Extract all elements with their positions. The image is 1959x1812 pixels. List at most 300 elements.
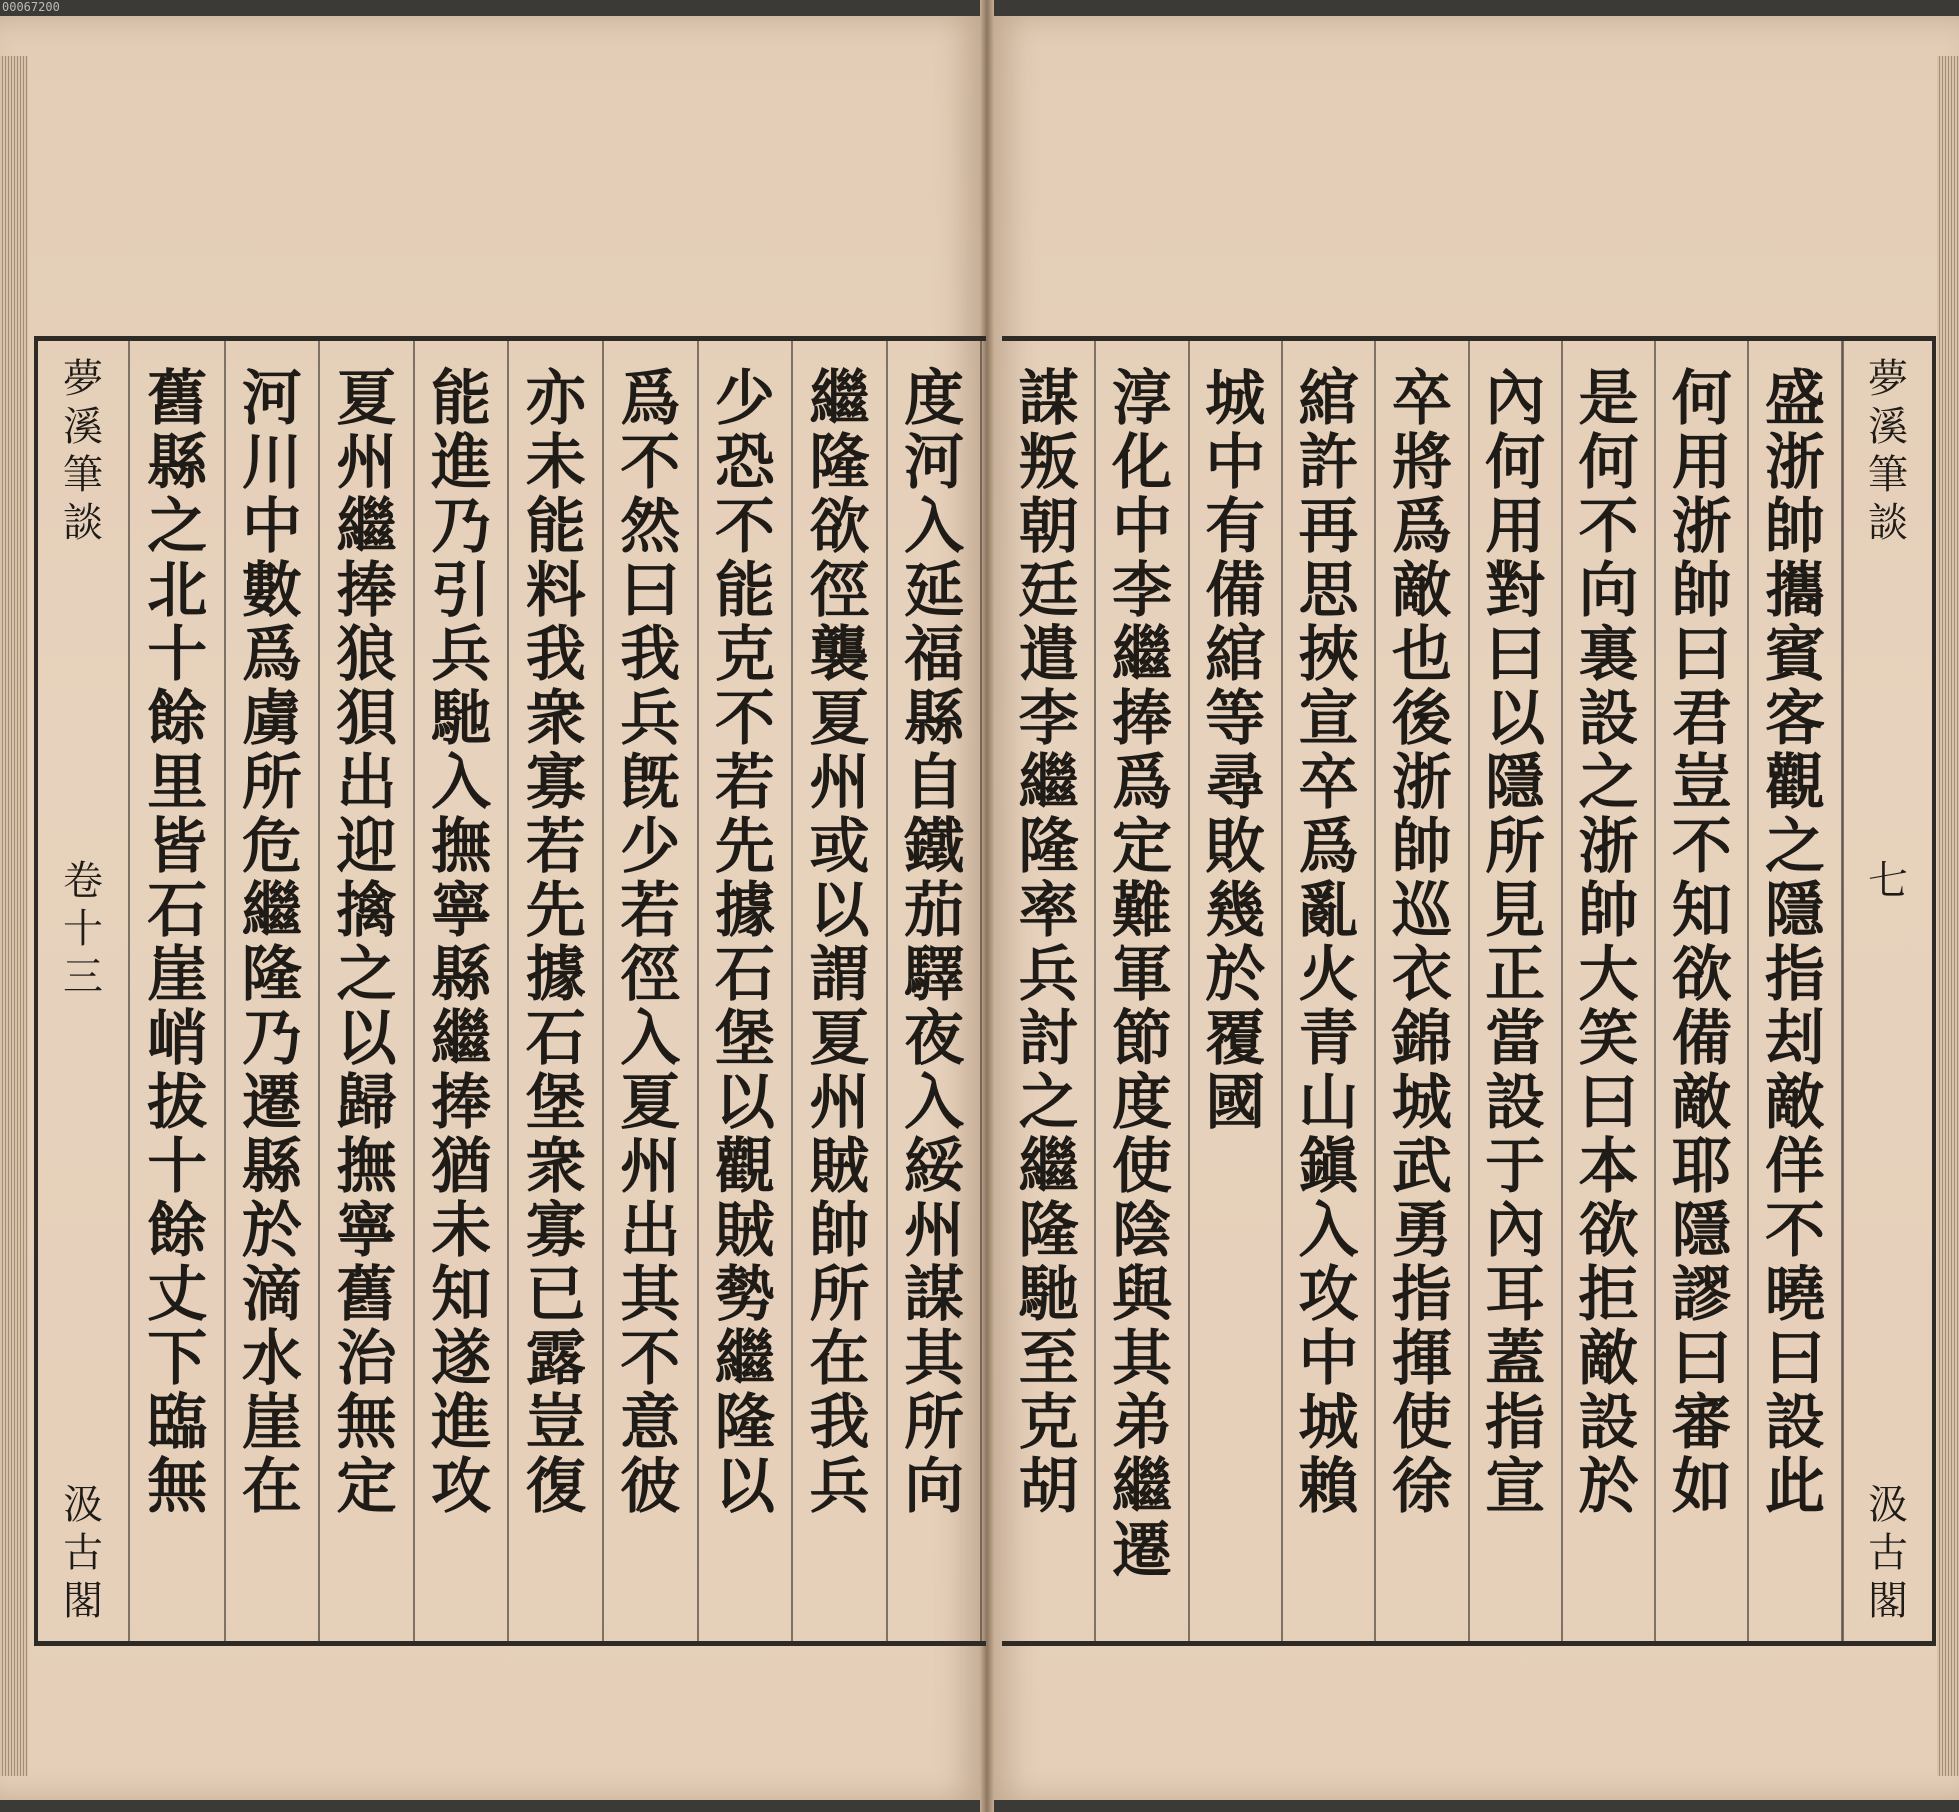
text-char: 以 (336, 1004, 397, 1074)
text-char: 入 (904, 492, 965, 562)
margin-char: 古 (63, 1530, 103, 1576)
text-column (1375, 341, 1468, 1641)
text-char: 引 (431, 556, 492, 626)
text-char: 揮 (1391, 1324, 1452, 1394)
text-char: 爲 (620, 364, 681, 434)
page-edges (0, 56, 28, 1776)
text-char: 用 (1485, 492, 1546, 562)
text-char: 恐 (714, 428, 775, 498)
text-column (698, 341, 793, 1641)
text-char: 入 (1298, 1196, 1359, 1266)
text-char: 乃 (241, 1004, 302, 1074)
text-char: 城 (1298, 1388, 1359, 1458)
text-char: 兵 (809, 1452, 870, 1522)
text-char: 河 (241, 364, 302, 434)
column-rule (413, 341, 415, 1641)
text-char: 與 (1111, 1260, 1172, 1330)
column-rule (1747, 341, 1749, 1641)
text-char: 度 (904, 364, 965, 434)
text-char: 隱 (1485, 748, 1546, 818)
text-char: 衣 (1391, 940, 1452, 1010)
column-rule (318, 341, 320, 1641)
margin-char: 三 (63, 954, 103, 1000)
text-char: 以 (809, 876, 870, 946)
text-char: 欲 (1578, 1196, 1639, 1266)
text-char: 帥 (1578, 876, 1639, 946)
text-char: 火 (1298, 940, 1359, 1010)
text-char: 繼 (809, 364, 870, 434)
text-char: 內 (1485, 1196, 1546, 1266)
text-char: 未 (525, 428, 586, 498)
text-char: 徑 (620, 940, 681, 1010)
text-char: 夜 (904, 1004, 965, 1074)
text-char: 夏 (336, 364, 397, 434)
text-char: 進 (431, 428, 492, 498)
text-char: 露 (525, 1324, 586, 1394)
text-column (603, 341, 698, 1641)
text-char: 河 (904, 428, 965, 498)
text-char: 知 (431, 1260, 492, 1330)
text-char: 若 (714, 748, 775, 818)
text-char: 遣 (1018, 620, 1079, 690)
margin-char: 閣 (1868, 1578, 1908, 1624)
text-char: 我 (525, 620, 586, 690)
text-char: 隱 (1765, 876, 1826, 946)
text-char: 隆 (241, 940, 302, 1010)
text-char: 繼 (1111, 1452, 1172, 1522)
text-char: 崖 (147, 940, 208, 1010)
text-char: 綰 (1205, 620, 1266, 690)
text-char: 舊 (336, 1260, 397, 1330)
text-char: 爲 (1391, 492, 1452, 562)
text-char: 衆 (525, 684, 586, 754)
text-char: 帥 (1765, 492, 1826, 562)
text-char: 笑 (1578, 1004, 1639, 1074)
text-char: 滴 (241, 1260, 302, 1330)
text-char: 觀 (1765, 748, 1826, 818)
text-char: 之 (1578, 748, 1639, 818)
text-char: 繼 (1111, 620, 1172, 690)
text-char: 不 (714, 492, 775, 562)
text-char: 浙 (1765, 428, 1826, 498)
text-char: 以 (714, 1068, 775, 1138)
text-char: 爲 (1298, 812, 1359, 882)
text-char: 十 (147, 620, 208, 690)
text-char: 中 (1298, 1324, 1359, 1394)
margin-char: 夢 (1868, 356, 1908, 402)
text-char: 豈 (1671, 748, 1732, 818)
text-char: 帥 (809, 1196, 870, 1266)
text-char: 浙 (1671, 492, 1732, 562)
column-rule (1094, 341, 1096, 1641)
text-char: 北 (147, 556, 208, 626)
text-char: 十 (147, 1132, 208, 1202)
text-char: 夏 (809, 684, 870, 754)
column-rule (1654, 341, 1656, 1641)
text-char: 之 (1018, 1068, 1079, 1138)
text-char: 不 (620, 428, 681, 498)
text-char: 馳 (431, 684, 492, 754)
text-char: 鐵 (904, 812, 965, 882)
text-char: 克 (1018, 1388, 1079, 1458)
text-char: 縣 (147, 428, 208, 498)
text-char: 朝 (1018, 492, 1079, 562)
margin-char: 卷 (63, 858, 103, 904)
text-char: 敵 (1671, 1068, 1732, 1138)
text-char: 謂 (809, 940, 870, 1010)
text-char: 我 (809, 1388, 870, 1458)
text-char: 復 (525, 1452, 586, 1522)
text-char: 備 (1205, 556, 1266, 626)
right-publisher-label (1868, 1482, 1908, 1629)
text-char: 石 (147, 876, 208, 946)
text-char: 觀 (714, 1132, 775, 1202)
text-char: 對 (1485, 556, 1546, 626)
margin-char: 筆 (1868, 452, 1908, 498)
text-char: 正 (1485, 940, 1546, 1010)
text-char: 錦 (1391, 1004, 1452, 1074)
text-char: 何 (1485, 428, 1546, 498)
text-char: 卒 (1391, 364, 1452, 434)
text-char: 敵 (1391, 556, 1452, 626)
text-char: 陰 (1111, 1196, 1172, 1266)
text-char: 設 (1578, 1388, 1639, 1458)
text-char: 敗 (1205, 812, 1266, 882)
text-char: 下 (147, 1324, 208, 1394)
text-char: 撫 (431, 812, 492, 882)
text-char: 撫 (336, 1132, 397, 1202)
text-char: 繼 (241, 876, 302, 946)
text-char: 於 (1578, 1452, 1639, 1522)
text-char: 虜 (241, 684, 302, 754)
text-char: 於 (241, 1196, 302, 1266)
text-char: 于 (1485, 1132, 1546, 1202)
text-column (1469, 341, 1562, 1641)
text-char: 卒 (1298, 748, 1359, 818)
text-char: 臨 (147, 1388, 208, 1458)
text-char: 馳 (1018, 1260, 1079, 1330)
text-char: 化 (1111, 428, 1172, 498)
text-char: 繼 (336, 492, 397, 562)
text-char: 縣 (431, 940, 492, 1010)
text-char: 客 (1765, 684, 1826, 754)
text-char: 武 (1391, 1132, 1452, 1202)
text-column (1002, 341, 1095, 1641)
text-char: 不 (620, 1324, 681, 1394)
text-char: 刦 (1765, 1004, 1826, 1074)
text-char: 里 (147, 748, 208, 818)
text-char: 不 (1578, 492, 1639, 562)
text-char: 裏 (1578, 620, 1639, 690)
text-char: 中 (241, 492, 302, 562)
text-column (1282, 341, 1375, 1641)
text-char: 於 (1205, 940, 1266, 1010)
text-char: 許 (1298, 428, 1359, 498)
text-char: 捧 (431, 1068, 492, 1138)
text-char: 審 (1671, 1388, 1732, 1458)
text-char: 捧 (1111, 684, 1172, 754)
text-char: 已 (525, 1260, 586, 1330)
text-char: 繼 (431, 1004, 492, 1074)
text-char: 定 (336, 1452, 397, 1522)
text-char: 無 (147, 1452, 208, 1522)
text-char: 丈 (147, 1260, 208, 1330)
text-char: 有 (1205, 492, 1266, 562)
text-char: 繼 (1018, 748, 1079, 818)
text-char: 隆 (809, 428, 870, 498)
text-char: 胡 (1018, 1452, 1079, 1522)
left-publisher-label (63, 1482, 103, 1629)
text-char: 川 (241, 428, 302, 498)
text-char: 隆 (1018, 1196, 1079, 1266)
text-char: 遷 (241, 1068, 302, 1138)
text-char: 茄 (904, 876, 965, 946)
text-char: 進 (431, 1388, 492, 1458)
column-rule (1561, 341, 1563, 1641)
margin-char: 汲 (63, 1482, 103, 1528)
text-char: 佯 (1765, 1132, 1826, 1202)
text-char: 青 (1298, 1004, 1359, 1074)
text-char: 之 (336, 940, 397, 1010)
margin-char: 筆 (63, 452, 103, 498)
margin-char: 閣 (63, 1578, 103, 1624)
text-char: 所 (904, 1388, 965, 1458)
text-char: 入 (904, 1068, 965, 1138)
text-char: 豈 (525, 1388, 586, 1458)
text-char: 挾 (1298, 620, 1359, 690)
text-char: 思 (1298, 556, 1359, 626)
text-char: 不 (1671, 812, 1732, 882)
text-char: 若 (620, 876, 681, 946)
text-char: 曰 (1765, 1324, 1826, 1394)
text-char: 中 (1111, 492, 1172, 562)
text-char: 率 (1018, 876, 1079, 946)
text-char: 寡 (525, 748, 586, 818)
text-char: 福 (904, 620, 965, 690)
text-char: 其 (904, 1324, 965, 1394)
text-char: 皆 (147, 812, 208, 882)
text-char: 出 (336, 748, 397, 818)
text-char: 州 (809, 748, 870, 818)
text-char: 徐 (1391, 1452, 1452, 1522)
text-char: 拔 (147, 1068, 208, 1138)
text-char: 敵 (1765, 1068, 1826, 1138)
text-char: 曰 (1485, 620, 1546, 690)
text-char: 向 (904, 1452, 965, 1522)
text-char: 縣 (241, 1132, 302, 1202)
text-char: 擒 (336, 876, 397, 946)
margin-char: 古 (1868, 1530, 1908, 1576)
text-char: 等 (1205, 684, 1266, 754)
text-column (1562, 341, 1655, 1641)
text-char: 指 (1765, 940, 1826, 1010)
text-column (887, 341, 982, 1641)
text-column (792, 341, 887, 1641)
text-char: 弟 (1111, 1388, 1172, 1458)
text-char: 本 (1578, 1132, 1639, 1202)
text-char: 自 (904, 748, 965, 818)
text-char: 衆 (525, 1132, 586, 1202)
text-char: 餘 (147, 684, 208, 754)
right-margin-column (1844, 341, 1932, 1641)
text-char: 襲 (809, 620, 870, 690)
text-char: 兵 (431, 620, 492, 690)
text-char: 君 (1671, 684, 1732, 754)
text-char: 隱 (1671, 1196, 1732, 1266)
margin-char: 汲 (1868, 1482, 1908, 1528)
text-char: 盛 (1765, 364, 1826, 434)
text-char: 州 (620, 1132, 681, 1202)
text-char: 隆 (714, 1388, 775, 1458)
text-char: 歸 (336, 1068, 397, 1138)
text-char: 能 (431, 364, 492, 434)
text-char: 其 (1111, 1324, 1172, 1394)
text-char: 欲 (809, 492, 870, 562)
text-char: 兵 (1018, 940, 1079, 1010)
text-char: 崖 (241, 1388, 302, 1458)
text-char: 或 (809, 812, 870, 882)
text-char: 軍 (1111, 940, 1172, 1010)
right-margin-title (1868, 341, 1908, 551)
text-char: 何 (1578, 428, 1639, 498)
text-char: 危 (241, 812, 302, 882)
column-rule (886, 341, 888, 1641)
text-char: 爲 (1111, 748, 1172, 818)
text-char: 我 (620, 620, 681, 690)
scan-id: 00067200 (2, 0, 60, 14)
text-column (1095, 341, 1188, 1641)
text-char: 也 (1391, 620, 1452, 690)
text-char: 迎 (336, 812, 397, 882)
text-char: 彼 (620, 1452, 681, 1522)
text-char: 在 (241, 1452, 302, 1522)
text-char: 如 (1671, 1452, 1732, 1522)
text-char: 指 (1485, 1388, 1546, 1458)
column-rule (791, 341, 793, 1641)
text-char: 隆 (1018, 812, 1079, 882)
text-char: 鎭 (1298, 1132, 1359, 1202)
text-char: 峭 (147, 1004, 208, 1074)
text-char: 攻 (431, 1452, 492, 1522)
text-char: 使 (1111, 1132, 1172, 1202)
text-char: 淳 (1111, 364, 1172, 434)
text-char: 堡 (525, 1068, 586, 1138)
text-char: 石 (714, 940, 775, 1010)
text-char: 內 (1485, 364, 1546, 434)
text-char: 謀 (904, 1260, 965, 1330)
text-char: 國 (1205, 1068, 1266, 1138)
text-char: 耶 (1671, 1132, 1732, 1202)
page-edges (1937, 56, 1959, 1776)
text-char: 拒 (1578, 1260, 1639, 1330)
text-char: 帥 (1391, 812, 1452, 882)
text-char: 兵 (620, 684, 681, 754)
column-rule (1374, 341, 1376, 1641)
text-char: 未 (431, 1196, 492, 1266)
right-text-frame (1002, 336, 1936, 1646)
text-char: 宣 (1485, 1452, 1546, 1522)
text-char: 水 (241, 1324, 302, 1394)
text-char: 曉 (1765, 1260, 1826, 1330)
text-char: 指 (1391, 1260, 1452, 1330)
text-char: 度 (1111, 1068, 1172, 1138)
text-char: 舊 (147, 364, 208, 434)
column-rule (224, 341, 226, 1641)
text-char: 入 (431, 748, 492, 818)
text-char: 知 (1671, 876, 1732, 946)
text-char: 李 (1018, 684, 1079, 754)
margin-char: 七 (1868, 858, 1908, 904)
text-char: 狽 (336, 684, 397, 754)
text-char: 謬 (1671, 1260, 1732, 1330)
text-char: 備 (1671, 1004, 1732, 1074)
text-char: 餘 (147, 1196, 208, 1266)
text-char: 蓋 (1485, 1324, 1546, 1394)
text-char: 徑 (809, 556, 870, 626)
text-char: 謀 (1018, 364, 1079, 434)
text-char: 見 (1485, 876, 1546, 946)
text-char: 爲 (241, 620, 302, 690)
text-char: 驛 (904, 940, 965, 1010)
text-char: 攜 (1765, 556, 1826, 626)
text-char: 曰 (1671, 1324, 1732, 1394)
text-char: 意 (620, 1388, 681, 1458)
text-char: 巡 (1391, 876, 1452, 946)
text-char: 勇 (1391, 1196, 1452, 1266)
text-char: 先 (714, 812, 775, 882)
text-char: 曰 (620, 556, 681, 626)
column-rule (602, 341, 604, 1641)
margin-char: 溪 (1868, 404, 1908, 450)
text-char: 據 (714, 876, 775, 946)
text-char: 州 (336, 428, 397, 498)
text-char: 賊 (809, 1132, 870, 1202)
text-char: 設 (1485, 1068, 1546, 1138)
text-char: 向 (1578, 556, 1639, 626)
margin-char: 談 (1868, 500, 1908, 546)
text-char: 出 (620, 1196, 681, 1266)
text-char: 將 (1391, 428, 1452, 498)
text-char: 山 (1298, 1068, 1359, 1138)
text-char: 旣 (620, 748, 681, 818)
text-char: 使 (1391, 1388, 1452, 1458)
text-char: 再 (1298, 492, 1359, 562)
text-char: 幾 (1205, 876, 1266, 946)
column-rule (1468, 341, 1470, 1641)
text-char: 捧 (336, 556, 397, 626)
column-rule (1188, 341, 1190, 1641)
text-char: 賊 (714, 1196, 775, 1266)
margin-char: 溪 (63, 404, 103, 450)
text-char: 城 (1391, 1068, 1452, 1138)
text-char: 用 (1671, 428, 1732, 498)
text-char: 狼 (336, 620, 397, 690)
text-char: 數 (241, 556, 302, 626)
text-column (130, 341, 225, 1641)
text-char: 料 (525, 556, 586, 626)
text-char: 當 (1485, 1004, 1546, 1074)
text-char: 遷 (1111, 1516, 1172, 1586)
text-char: 不 (714, 684, 775, 754)
text-char: 帥 (1671, 556, 1732, 626)
left-margin-title (63, 341, 103, 551)
text-char: 州 (809, 1068, 870, 1138)
text-char: 若 (525, 812, 586, 882)
text-char: 繼 (714, 1324, 775, 1394)
text-char: 討 (1018, 1004, 1079, 1074)
text-char: 至 (1018, 1324, 1079, 1394)
text-char: 夏 (620, 1068, 681, 1138)
